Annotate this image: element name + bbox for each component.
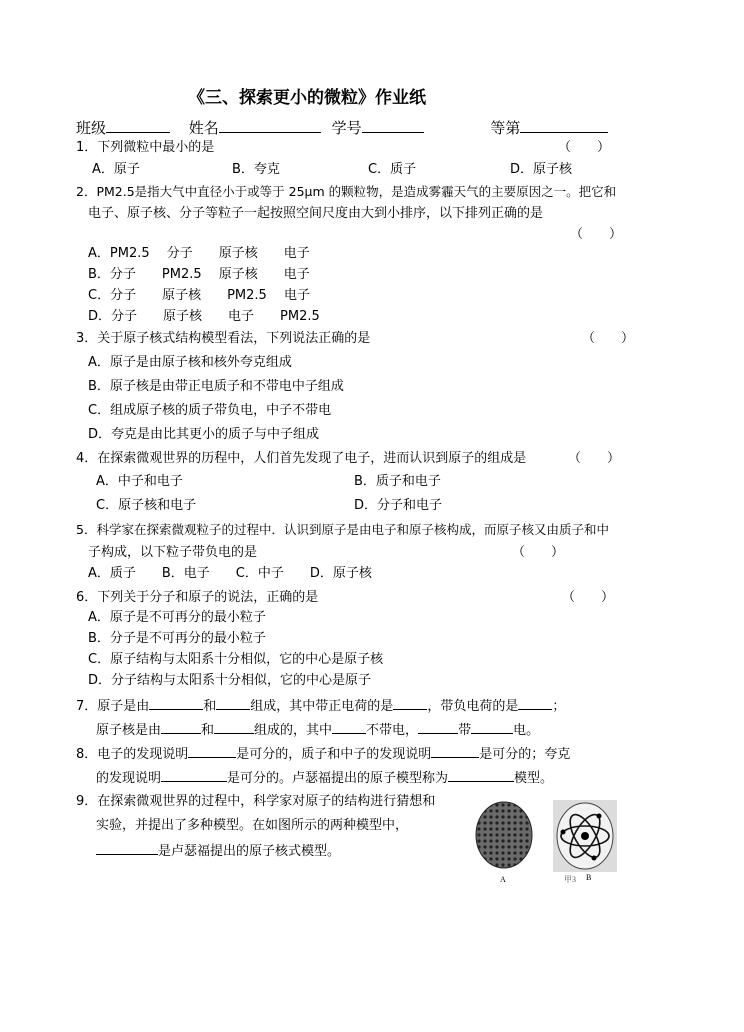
question-4-answer-paren: （ ） bbox=[568, 451, 621, 466]
answer-blank[interactable] bbox=[448, 769, 514, 782]
question-7-text: 7．原子是由 bbox=[76, 699, 150, 714]
question-6-option-a: A．原子是不可再分的最小粒子 bbox=[88, 610, 266, 625]
question-8-text: 是可分的；夸克 bbox=[479, 747, 571, 762]
question-7-text: 带 bbox=[458, 723, 472, 738]
question-8-line-2 bbox=[96, 769, 553, 787]
atomic-models-figure bbox=[470, 796, 620, 886]
question-4-option-a: A．中子和电子 bbox=[96, 474, 183, 489]
answer-blank[interactable] bbox=[431, 745, 479, 758]
answer-blank[interactable] bbox=[96, 842, 158, 855]
question-3-answer-paren: （ ） bbox=[582, 331, 635, 346]
answer-blank[interactable] bbox=[471, 721, 513, 734]
question-2-option-a: A．PM2.5 分子 原子核 电子 bbox=[88, 246, 310, 261]
question-7-text: 不带电， bbox=[366, 723, 419, 738]
question-8-line-1 bbox=[76, 745, 570, 763]
question-7-text: ； bbox=[552, 699, 566, 714]
question-8-text: 是可分的。卢瑟福提出的原子模型称为 bbox=[227, 771, 449, 786]
question-6-option-b: B．分子是不可再分的最小粒子 bbox=[88, 631, 266, 646]
question-6-answer-paren: （ ） bbox=[562, 590, 615, 605]
question-1-option-d: D．原子核 bbox=[510, 162, 573, 177]
question-3-option-d: D．夸克是由比其更小的质子与中子组成 bbox=[88, 427, 320, 442]
grade-blank[interactable] bbox=[520, 120, 608, 133]
question-7-text: 原子核是由 bbox=[96, 723, 162, 738]
figure-label-a: A bbox=[500, 875, 506, 884]
question-6-stem: 6．下列关于分子和原子的说法，正确的是 bbox=[76, 590, 319, 605]
header-fields bbox=[76, 120, 608, 136]
question-9-text: 是卢瑟福提出的原子核式模型。 bbox=[158, 844, 341, 859]
figure-caption: 甲3 bbox=[564, 875, 576, 884]
question-7-text: 组成，其中带正电荷的是 bbox=[250, 699, 394, 714]
class-blank[interactable] bbox=[106, 120, 170, 133]
question-3-stem: 3．关于原子核式结构模型看法，下列说法正确的是 bbox=[76, 331, 371, 346]
answer-blank[interactable] bbox=[149, 697, 203, 710]
figure-label-b: B bbox=[586, 873, 592, 882]
question-5-options: A．质子 B．电子 C．中子 D．原子核 bbox=[88, 566, 372, 581]
question-1-option-b: B．夸克 bbox=[232, 162, 280, 177]
question-6-option-c: C．原子结构与太阳系十分相似，它的中心是原子核 bbox=[88, 652, 384, 667]
answer-blank[interactable] bbox=[418, 721, 458, 734]
class-label: 班级 bbox=[76, 119, 107, 137]
question-8-text: 的发现说明 bbox=[96, 771, 162, 786]
plum-pudding-model-image bbox=[476, 802, 532, 868]
question-5-answer-paren: （ ） bbox=[512, 545, 565, 560]
answer-blank[interactable] bbox=[188, 745, 236, 758]
page-title: 《三、探索更小的微粒》作业纸 bbox=[188, 88, 426, 108]
question-9-line-3 bbox=[96, 842, 340, 860]
question-1-option-a: A．原子 bbox=[92, 162, 140, 177]
answer-blank[interactable] bbox=[216, 697, 250, 710]
question-4-option-d: D．分子和电子 bbox=[354, 498, 443, 513]
answer-blank[interactable] bbox=[518, 697, 552, 710]
question-8-text: 是可分的，质子和中子的发现说明 bbox=[236, 747, 432, 762]
answer-blank[interactable] bbox=[161, 721, 201, 734]
question-2-option-c: C．分子 原子核 PM2.5 电子 bbox=[88, 288, 310, 303]
question-2-line-2: 电子、原子核、分子等粒子一起按照空间尺度由大到小排序，以下排列正确的是 bbox=[88, 206, 544, 221]
answer-blank[interactable] bbox=[214, 721, 254, 734]
question-7-text: 和 bbox=[203, 699, 217, 714]
question-3-option-b: B．原子核是由带正电质子和不带电中子组成 bbox=[88, 379, 344, 394]
question-8-text: 模型。 bbox=[514, 771, 554, 786]
question-9-line-1: 9．在探索微观世界的过程中，科学家对原子的结构进行猜想和 bbox=[76, 794, 436, 809]
question-1-option-c: C．质子 bbox=[368, 162, 417, 177]
rutherford-model-image bbox=[553, 800, 617, 872]
question-7-text: 电。 bbox=[513, 723, 540, 738]
student-id-label: 学号 bbox=[331, 119, 362, 137]
question-1-answer-paren: （ ） bbox=[558, 140, 611, 155]
question-3-option-a: A．原子是由原子核和核外夸克组成 bbox=[88, 355, 292, 370]
question-4-option-c: C．原子核和电子 bbox=[96, 498, 197, 513]
question-2-option-b: B．分子 PM2.5 原子核 电子 bbox=[88, 267, 310, 282]
question-3-option-c: C．组成原子核的质子带负电，中子不带电 bbox=[88, 403, 332, 418]
question-7-text: 组成的，其中 bbox=[254, 723, 333, 738]
question-8-text: 8．电子的发现说明 bbox=[76, 747, 189, 762]
question-5-line-1: 5．科学家在探索微观粒子的过程中．认识到原子是由电子和原子核构成，而原子核又由质子和中 bbox=[76, 522, 609, 537]
question-7-line-2 bbox=[96, 721, 539, 739]
question-2-option-d: D．分子 原子核 电子 PM2.5 bbox=[88, 309, 320, 324]
question-9-line-2: 实验，并提出了多种模型。在如图所示的两种模型中， bbox=[96, 818, 409, 833]
question-7-text: 和 bbox=[201, 723, 215, 738]
question-1-stem: 1．下列微粒中最小的是 bbox=[76, 140, 215, 155]
name-label: 姓名 bbox=[188, 119, 219, 137]
question-2-line-1: 2．PM2.5是指大气中直径小于或等于 25μm 的颗粒物，是造成雾霾天气的主要原因之一。把它和 bbox=[76, 184, 617, 199]
answer-blank[interactable] bbox=[332, 721, 366, 734]
question-6-option-d: D．分子结构与太阳系十分相似，它的中心是原子 bbox=[88, 673, 372, 688]
answer-blank[interactable] bbox=[393, 697, 427, 710]
answer-blank[interactable] bbox=[161, 769, 227, 782]
question-7-text: ，带负电荷的是 bbox=[427, 699, 519, 714]
student-id-blank[interactable] bbox=[362, 120, 424, 133]
question-5-line-2: 子构成，以下粒子带负电的是 bbox=[88, 545, 258, 560]
grade-label: 等第 bbox=[490, 119, 521, 137]
question-2-answer-paren: （ ） bbox=[570, 227, 623, 242]
question-7-line-1 bbox=[76, 697, 565, 715]
name-blank[interactable] bbox=[219, 120, 321, 133]
question-4-option-b: B．质子和电子 bbox=[354, 474, 441, 489]
question-4-stem: 4．在探索微观世界的历程中，人们首先发现了电子，进而认识到原子的组成是 bbox=[76, 451, 527, 466]
